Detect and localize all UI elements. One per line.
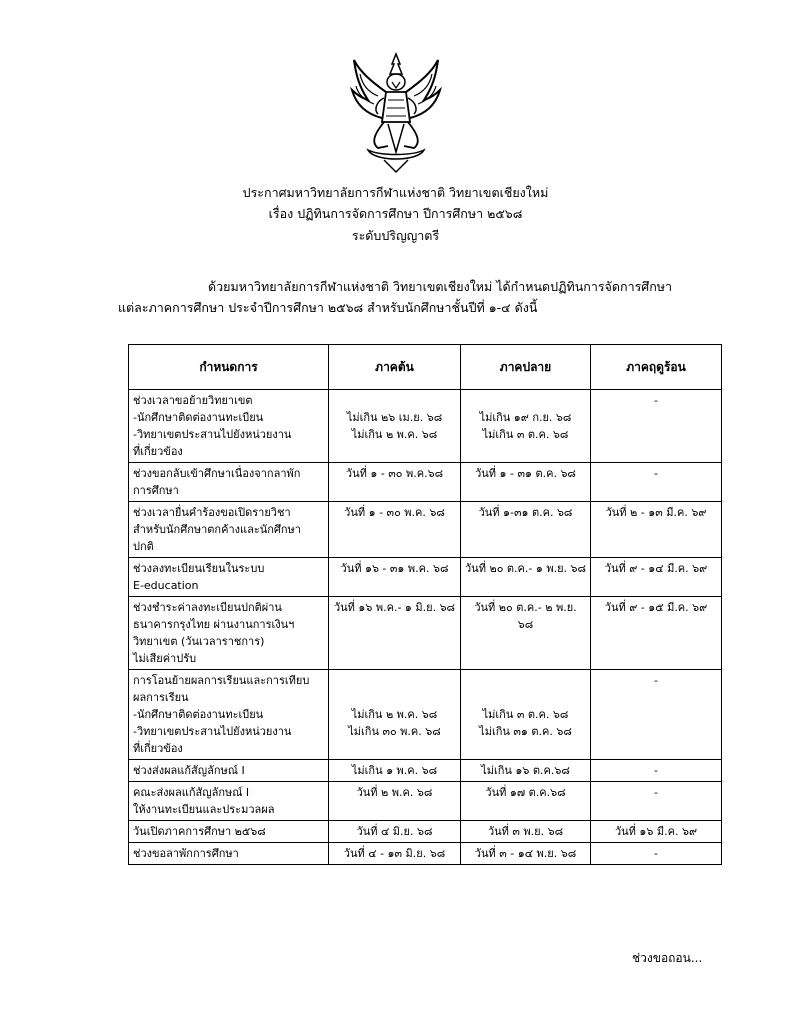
summer-semester-cell-line: -	[654, 674, 658, 687]
table-row	[129, 843, 722, 865]
schedule-cell-line: ไม่เสียค่าปรับ	[133, 652, 197, 665]
table-row	[129, 670, 722, 760]
schedule-cell	[129, 390, 329, 463]
first-semester-cell-line: วันที่ ๑ - ๓๐ พ.ค.๖๘	[345, 467, 444, 480]
first-semester-cell-line: ไม่เกิน ๑ พ.ค. ๖๘	[351, 764, 438, 777]
first-semester-cell	[329, 502, 461, 558]
schedule-cell	[129, 821, 329, 843]
schedule-cell-line: -วิทยาเขตประสานไปยังหน่วยงาน	[133, 725, 292, 738]
schedule-cell-line: สำหรับนักศึกษาตกค้างและนักศึกษา	[133, 523, 301, 536]
summer-semester-cell-line: วันที่ ๒ - ๑๓ มี.ค. ๖๙	[605, 506, 707, 519]
summer-semester-cell-line: วันที่ ๑๖ มี.ค. ๖๙	[614, 825, 698, 838]
table-row	[129, 558, 722, 597]
table-row	[129, 821, 722, 843]
summer-semester-cell	[591, 670, 722, 760]
schedule-cell-line: -วิทยาเขตประสานไปยังหน่วยงาน	[133, 428, 292, 441]
summer-semester-cell-line: -	[654, 764, 658, 777]
first-semester-cell-line	[333, 689, 456, 706]
first-semester-cell	[329, 782, 461, 821]
schedule-cell-line: วันเปิดภาคการศึกษา ๒๕๖๘	[133, 825, 266, 838]
second-semester-cell-line: วันที่ ๒๐ ต.ค.- ๑ พ.ย. ๖๘	[465, 562, 586, 575]
first-semester-cell-line: วันที่ ๑๖ - ๓๑ พ.ค. ๖๘	[340, 562, 449, 575]
continued-footer: ช่วงขอถอน...	[632, 951, 703, 965]
schedule-cell-line: ช่วงลงทะเบียนเรียนในระบบ	[133, 562, 265, 575]
first-semester-cell-line: วันที่ ๔ - ๑๓ มิ.ย. ๖๘	[343, 847, 446, 860]
schedule-cell-line: ที่เกี่ยวข้อง	[133, 742, 183, 755]
second-semester-cell-line: วันที่ ๓ - ๑๔ พ.ย. ๖๘	[474, 847, 577, 860]
degree-level: ระดับปริญญาตรี	[351, 228, 440, 243]
second-semester-cell-line: ไม่เกิน ๑๖ ต.ค.๖๘	[481, 764, 570, 777]
schedule-cell-line: การโอนย้ายผลการเรียนและการเทียบ	[133, 674, 310, 687]
table-row	[129, 597, 722, 670]
second-semester-cell	[461, 760, 591, 782]
second-semester-cell-line: ไม่เกิน ๓๑ ต.ค. ๖๘	[479, 725, 572, 738]
second-semester-cell-line: วันที่ ๑-๓๑ ต.ค. ๖๘	[478, 506, 573, 519]
first-semester-cell-line	[333, 392, 456, 409]
summer-semester-cell-line: -	[654, 394, 658, 407]
second-semester-cell-line: ไม่เกิน ๓ ต.ค. ๖๘	[482, 708, 569, 721]
second-semester-cell-line	[465, 392, 586, 409]
first-semester-cell-line: วันที่ ๒ พ.ค. ๖๘	[356, 786, 433, 799]
table-row	[129, 760, 722, 782]
first-semester-cell-line: ไม่เกิน ๒๖ เม.ย. ๖๘	[346, 411, 443, 424]
schedule-cell-line: ที่เกี่ยวข้อง	[133, 445, 183, 458]
first-semester-cell	[329, 558, 461, 597]
academic-calendar-table	[128, 344, 722, 865]
table-body	[129, 390, 722, 865]
header-first-semester: ภาคต้น	[329, 345, 461, 390]
summer-semester-cell	[591, 502, 722, 558]
summer-semester-cell	[591, 597, 722, 670]
garuda-emblem	[348, 52, 444, 174]
second-semester-cell	[461, 821, 591, 843]
summer-semester-cell	[591, 558, 722, 597]
first-semester-cell	[329, 670, 461, 760]
first-semester-cell-line	[333, 672, 456, 689]
table-row	[129, 502, 722, 558]
second-semester-cell	[461, 843, 591, 865]
schedule-cell	[129, 597, 329, 670]
summer-semester-cell	[591, 843, 722, 865]
schedule-cell-line: ธนาคารกรุงไทย ผ่านงานการเงินฯ	[133, 618, 295, 631]
second-semester-cell	[461, 670, 591, 760]
schedule-cell-line: ช่วงขอกลับเข้าศึกษาเนื่องจากลาพัก	[133, 467, 301, 480]
schedule-cell-line: ช่วงส่งผลแก้สัญลักษณ์ I	[133, 764, 245, 777]
second-semester-cell	[461, 558, 591, 597]
header-schedule: กำหนดการ	[129, 345, 329, 390]
schedule-cell	[129, 502, 329, 558]
schedule-cell	[129, 760, 329, 782]
schedule-cell-line: -นักศึกษาติดต่องานทะเบียน	[133, 708, 264, 721]
schedule-cell	[129, 782, 329, 821]
summer-semester-cell	[591, 463, 722, 502]
intro-paragraph-line-1: ด้วยมหาวิทยาลัยการกีฬาแห่งชาติ วิทยาเขตเชียงใหม่ ได้กำหนดปฏิทินการจัดการศึกษา	[208, 279, 673, 294]
second-semester-cell-line	[465, 672, 586, 689]
summer-semester-cell	[591, 760, 722, 782]
second-semester-cell	[461, 782, 591, 821]
summer-semester-cell	[591, 821, 722, 843]
first-semester-cell-line: วันที่ ๔ มิ.ย. ๖๘	[356, 825, 433, 838]
schedule-cell-line: วิทยาเขต (วันเวลาราชการ)	[133, 635, 265, 648]
schedule-cell	[129, 843, 329, 865]
header-second-semester: ภาคปลาย	[461, 345, 591, 390]
schedule-cell	[129, 670, 329, 760]
first-semester-cell	[329, 760, 461, 782]
header-summer-semester: ภาคฤดูร้อน	[591, 345, 722, 390]
second-semester-cell	[461, 502, 591, 558]
first-semester-cell	[329, 821, 461, 843]
table-row	[129, 782, 722, 821]
first-semester-cell-line: วันที่ ๑๖ พ.ค.- ๑ มิ.ย. ๖๘	[333, 601, 456, 614]
table-row	[129, 390, 722, 463]
schedule-cell-line: ปกติ	[133, 540, 154, 553]
first-semester-cell-line: ไม่เกิน ๒ พ.ค. ๖๘	[351, 708, 438, 721]
second-semester-cell-line	[465, 689, 586, 706]
first-semester-cell	[329, 390, 461, 463]
announcement-title: ประกาศมหาวิทยาลัยการกีฬาแห่งชาติ วิทยาเขตเชียงใหม่	[242, 185, 549, 200]
schedule-cell	[129, 558, 329, 597]
second-semester-cell-line: วันที่ ๒๐ ต.ค.- ๒ พ.ย. ๖๘	[474, 601, 577, 631]
second-semester-cell-line: วันที่ ๓ พ.ย. ๖๘	[487, 825, 564, 838]
schedule-cell-line: ให้งานทะเบียนและประมวลผล	[133, 803, 275, 816]
first-semester-cell	[329, 597, 461, 670]
first-semester-cell-line: ไม่เกิน ๒ พ.ค. ๖๘	[351, 428, 438, 441]
intro-paragraph-line-2: แต่ละภาคการศึกษา ประจำปีการศึกษา ๒๕๖๘ สำหรับนักศึกษาชั้นปีที่ ๑-๔ ดังนี้	[118, 300, 538, 315]
second-semester-cell	[461, 390, 591, 463]
summer-semester-cell-line: วันที่ ๙ - ๑๕ มี.ค. ๖๙	[604, 601, 708, 614]
table-header-row	[129, 345, 722, 390]
schedule-cell-line: E-education	[133, 579, 199, 592]
second-semester-cell-line: วันที่ ๑ - ๓๑ ต.ค. ๖๘	[475, 467, 576, 480]
schedule-cell-line: ช่วงเวลาขอย้ายวิทยาเขต	[133, 394, 253, 407]
schedule-cell-line: คณะส่งผลแก้สัญลักษณ์ I	[133, 786, 250, 799]
second-semester-cell-line: วันที่ ๑๗ ต.ค.๖๘	[485, 786, 566, 799]
summer-semester-cell-line: -	[654, 786, 658, 799]
schedule-cell-line: การศึกษา	[133, 484, 179, 497]
announcement-subject: เรื่อง ปฏิทินการจัดการศึกษา ปีการศึกษา ๒๕๖๘	[268, 206, 523, 221]
summer-semester-cell-line: -	[654, 467, 658, 480]
second-semester-cell	[461, 463, 591, 502]
summer-semester-cell	[591, 782, 722, 821]
first-semester-cell	[329, 463, 461, 502]
second-semester-cell-line: ไม่เกิน ๑๙ ก.ย. ๖๘	[479, 411, 572, 424]
schedule-cell-line: ผลการเรียน	[133, 691, 189, 704]
second-semester-cell	[461, 597, 591, 670]
summer-semester-cell-line: -	[654, 847, 658, 860]
second-semester-cell-line: ไม่เกิน ๓ ต.ค. ๖๘	[482, 428, 569, 441]
schedule-cell-line: ช่วงชำระค่าลงทะเบียนปกติผ่าน	[133, 601, 282, 614]
schedule-cell-line: -นักศึกษาติดต่องานทะเบียน	[133, 411, 264, 424]
schedule-cell	[129, 463, 329, 502]
schedule-cell-line: ช่วงขอลาพักการศึกษา	[133, 847, 239, 860]
schedule-cell-line: ช่วงเวลายื่นคำร้องขอเปิดรายวิชา	[133, 506, 291, 519]
first-semester-cell-line: ไม่เกิน ๓๐ พ.ค. ๖๘	[348, 725, 441, 738]
first-semester-cell	[329, 843, 461, 865]
table-row	[129, 463, 722, 502]
summer-semester-cell	[591, 390, 722, 463]
first-semester-cell-line: วันที่ ๑ - ๓๐ พ.ค. ๖๘	[344, 506, 445, 519]
summer-semester-cell-line: วันที่ ๙ - ๑๔ มี.ค. ๖๙	[604, 562, 708, 575]
